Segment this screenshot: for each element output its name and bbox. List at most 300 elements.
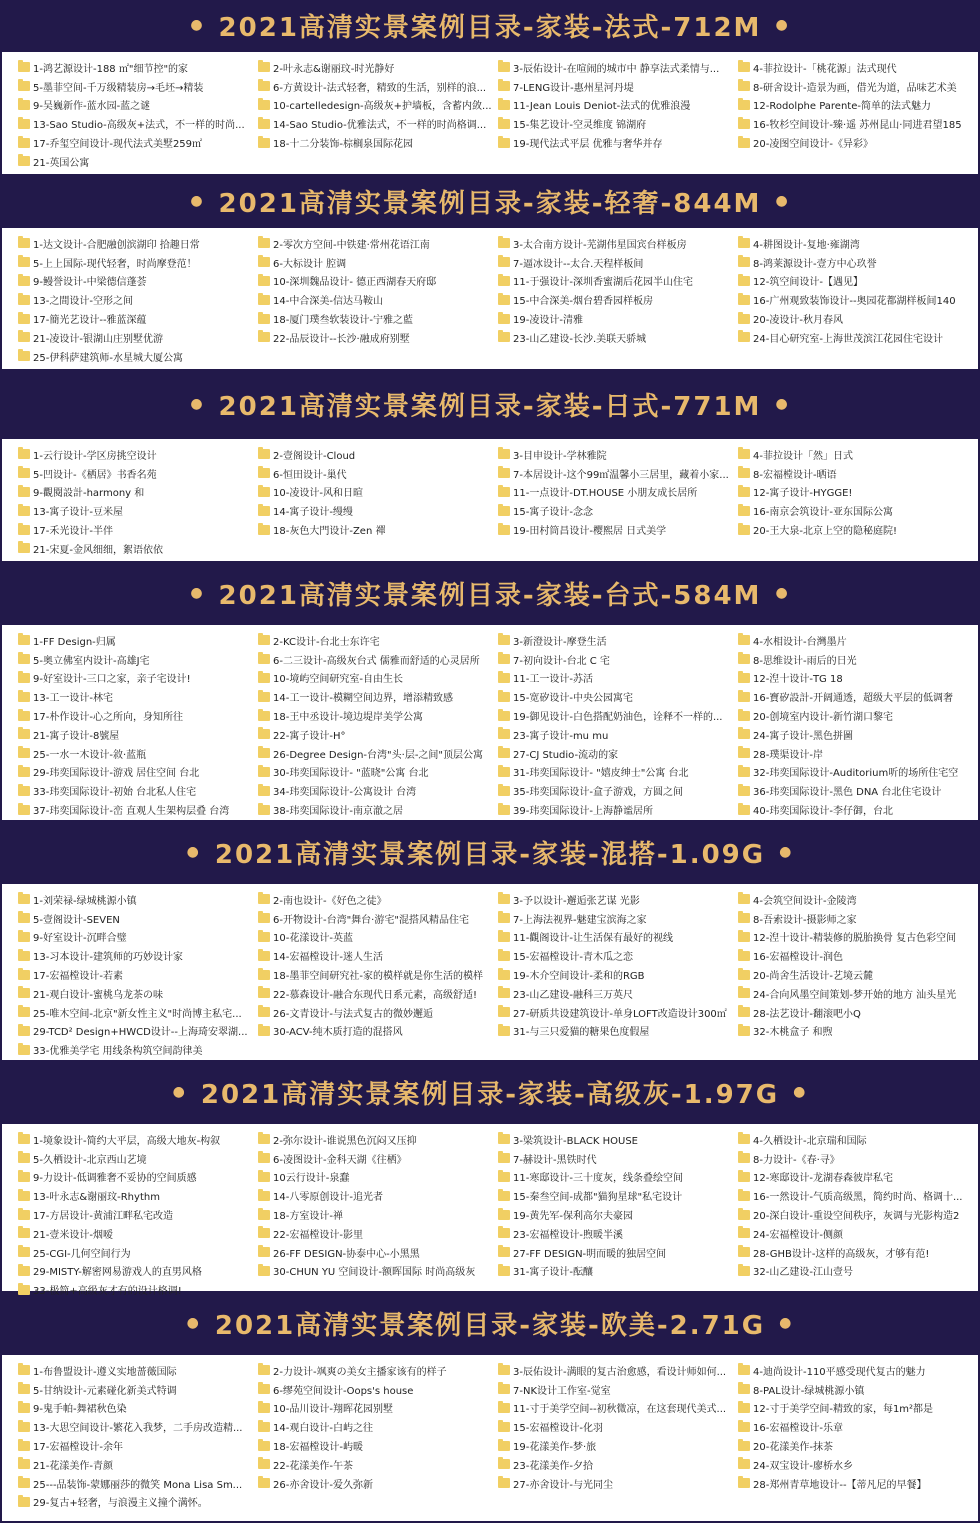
folder-icon: [18, 894, 30, 904]
folder-item[interactable]: [258, 965, 498, 984]
folder-item[interactable]: [498, 687, 738, 706]
folder-item[interactable]: [498, 464, 738, 483]
folder-item[interactable]: [18, 290, 258, 309]
folder-item-label: 23-宏福樘设计-煦暖半溪: [513, 1229, 623, 1241]
folder-item[interactable]: [258, 445, 498, 464]
folder-item[interactable]: [738, 946, 978, 965]
folder-item[interactable]: [258, 77, 498, 96]
folder-item[interactable]: [18, 1168, 258, 1187]
folder-item[interactable]: [258, 234, 498, 253]
folder-item[interactable]: [18, 1474, 258, 1493]
folder-item[interactable]: [738, 928, 978, 947]
folder-item[interactable]: [738, 1262, 978, 1281]
folder-item[interactable]: [738, 763, 978, 782]
folder-item[interactable]: [18, 1380, 258, 1399]
folder-item[interactable]: [18, 328, 258, 347]
folder-item-label: 15-中合深美-烟台碧香园样板房: [513, 296, 653, 308]
folder-item[interactable]: [18, 1280, 258, 1299]
folder-item[interactable]: [18, 965, 258, 984]
folder-icon: [18, 1285, 30, 1295]
folder-item[interactable]: [18, 781, 258, 800]
folder-icon: [738, 1384, 750, 1394]
folder-item[interactable]: [258, 1243, 498, 1262]
folder-item-label: 18-宏福樘设计-屿暖: [273, 1442, 363, 1454]
folder-item[interactable]: [18, 133, 258, 152]
folder-icon: [18, 468, 30, 478]
folder-item[interactable]: [498, 650, 738, 669]
folder-item[interactable]: [498, 928, 738, 947]
folder-item[interactable]: [498, 328, 738, 347]
folder-item[interactable]: [738, 631, 978, 650]
folder-item[interactable]: [18, 1361, 258, 1380]
folder-item[interactable]: [18, 1130, 258, 1149]
folder-item-label: 31-玮奕国际设计- "嬉皮绅士"公寓 台北: [513, 768, 689, 780]
folder-item[interactable]: [18, 114, 258, 133]
folder-item[interactable]: [498, 1380, 738, 1399]
folder-icon: [18, 805, 30, 815]
folder-item[interactable]: [738, 1243, 978, 1262]
folder-item-label: 13-Sao Studio-高级灰+法式，不一样的时尚...: [33, 120, 245, 132]
folder-item-label: 16-宏福樘设计-润色: [753, 952, 843, 964]
folder-item[interactable]: [18, 1149, 258, 1168]
folder-item[interactable]: [498, 706, 738, 725]
bullet-dot-icon: ●: [186, 844, 201, 860]
folder-icon: [498, 295, 510, 305]
folder-item[interactable]: [18, 631, 258, 650]
bullet-dot-icon: ●: [779, 1315, 794, 1331]
folder-item[interactable]: [18, 1417, 258, 1436]
folder-item-label: 22-慕森设计-融合东现代日系元素，高级舒适!: [273, 989, 477, 1001]
folder-item-label: 3-新澄设计-摩登生活: [513, 636, 607, 648]
folder-icon: [738, 786, 750, 796]
folder-item[interactable]: [738, 669, 978, 688]
folder-item[interactable]: [738, 501, 978, 520]
folder-item[interactable]: [498, 96, 738, 115]
folder-item[interactable]: [258, 631, 498, 650]
folder-item[interactable]: [738, 1022, 978, 1041]
folder-item[interactable]: [258, 946, 498, 965]
folder-item[interactable]: [18, 539, 258, 558]
folder-icon: [498, 932, 510, 942]
section-title-text: 2021高清实景案例目录-家装-欧美-2.71G: [214, 1310, 766, 1341]
folder-icon: [738, 1459, 750, 1469]
folder-item[interactable]: [258, 1417, 498, 1436]
folder-item[interactable]: [498, 1168, 738, 1187]
folder-item[interactable]: [18, 687, 258, 706]
folder-item[interactable]: [498, 253, 738, 272]
folder-item[interactable]: [18, 1003, 258, 1022]
folder-item[interactable]: [258, 1380, 498, 1399]
folder-item[interactable]: [18, 706, 258, 725]
folder-item-label: 2-KC设计-台北士东许宅: [273, 636, 380, 648]
folder-item[interactable]: [18, 234, 258, 253]
bullet-dot-icon: ●: [190, 17, 205, 33]
folder-icon: [738, 692, 750, 702]
folder-item[interactable]: [258, 706, 498, 725]
folder-item[interactable]: [738, 1003, 978, 1022]
folder-item[interactable]: [498, 1474, 738, 1493]
folder-item[interactable]: [738, 1186, 978, 1205]
folder-item[interactable]: [498, 965, 738, 984]
folder-item[interactable]: [498, 984, 738, 1003]
folder-icon: [258, 62, 270, 72]
folder-item[interactable]: [498, 781, 738, 800]
folder-item[interactable]: [738, 445, 978, 464]
folder-item[interactable]: [18, 1262, 258, 1281]
folder-item[interactable]: [498, 1149, 738, 1168]
folder-icon: [18, 635, 30, 645]
folder-item[interactable]: [18, 890, 258, 909]
folder-item[interactable]: [258, 687, 498, 706]
folder-item[interactable]: [258, 781, 498, 800]
folder-item[interactable]: [498, 1417, 738, 1436]
folder-item[interactable]: [258, 520, 498, 539]
folder-item-label: 25-CGI-几何空间行为: [33, 1248, 131, 1260]
folder-item-label: 19-木介空间设计-柔和的RGB: [513, 971, 645, 983]
bullet-dot-icon: ●: [779, 844, 794, 860]
folder-item[interactable]: [738, 1224, 978, 1243]
folder-item[interactable]: [18, 483, 258, 502]
folder-item[interactable]: [18, 272, 258, 291]
folder-item[interactable]: [258, 1168, 498, 1187]
folder-item[interactable]: [738, 96, 978, 115]
folder-icon: [738, 673, 750, 683]
folder-item-label: 20-花漾美作-抹茶: [753, 1442, 833, 1454]
folder-icon: [498, 525, 510, 535]
folder-item[interactable]: [258, 464, 498, 483]
folder-item[interactable]: [498, 725, 738, 744]
folder-item[interactable]: [18, 1455, 258, 1474]
folder-item[interactable]: [18, 1022, 258, 1041]
folder-item[interactable]: [258, 1130, 498, 1149]
folder-icon: [498, 1459, 510, 1469]
folder-item[interactable]: [258, 744, 498, 763]
folder-item-label: 14-宏福樘设计-迷人生活: [273, 952, 383, 964]
folder-item[interactable]: [498, 1003, 738, 1022]
folder-item[interactable]: [18, 1186, 258, 1205]
folder-item[interactable]: [498, 1243, 738, 1262]
folder-item-label: 4-菲拉设计-「桃花源」法式现代: [753, 63, 897, 75]
folder-icon: [18, 951, 30, 961]
folder-item[interactable]: [258, 928, 498, 947]
folder-item[interactable]: [258, 1436, 498, 1455]
folder-item[interactable]: [738, 464, 978, 483]
folder-item[interactable]: [738, 1168, 978, 1187]
folder-item-label: 36-玮奕国际设计-黑色 DNA 台北住宅设计: [753, 787, 942, 799]
folder-item[interactable]: [258, 58, 498, 77]
folder-icon: [18, 748, 30, 758]
folder-item-label: 10-cartelledesign-高级灰+护墙板，含蓄内敛...: [273, 101, 492, 113]
folder-item[interactable]: [738, 234, 978, 253]
folder-item[interactable]: [258, 501, 498, 520]
folder-item[interactable]: [258, 984, 498, 1003]
folder-icon: [498, 449, 510, 459]
folder-item[interactable]: [738, 133, 978, 152]
folder-item[interactable]: [258, 253, 498, 272]
folder-item[interactable]: [18, 650, 258, 669]
folder-item[interactable]: [18, 520, 258, 539]
folder-item[interactable]: [18, 763, 258, 782]
folder-item[interactable]: [18, 1436, 258, 1455]
folder-item[interactable]: [258, 309, 498, 328]
folder-item[interactable]: [18, 253, 258, 272]
folder-item[interactable]: [498, 1436, 738, 1455]
folder-item[interactable]: [738, 1205, 978, 1224]
folder-item[interactable]: [498, 58, 738, 77]
folder-item[interactable]: [498, 890, 738, 909]
folder-item[interactable]: [738, 706, 978, 725]
folder-icon: [498, 506, 510, 516]
folder-item[interactable]: [738, 1399, 978, 1418]
folder-item-label: 13-寓子设计-豆米屋: [33, 507, 123, 519]
folder-list-panel: [0, 1353, 980, 1523]
folder-item[interactable]: [18, 669, 258, 688]
folder-item[interactable]: [498, 501, 738, 520]
section-title: [0, 1293, 980, 1353]
folder-item[interactable]: [258, 725, 498, 744]
folder-icon: [738, 1266, 750, 1276]
folder-item[interactable]: [738, 781, 978, 800]
folder-item[interactable]: [738, 272, 978, 291]
folder-item[interactable]: [18, 928, 258, 947]
folder-item-label: 30-CHUN YU 空间设计-额晖国际 时尚高级灰: [273, 1267, 476, 1279]
folder-item[interactable]: [498, 483, 738, 502]
folder-item[interactable]: [258, 800, 498, 819]
folder-item[interactable]: [18, 96, 258, 115]
folder-item-label: 28-璞渠设计-岸: [753, 749, 823, 761]
folder-item-label: 16-寶矽設計-开阔通透，超级大平层的低调奢: [753, 693, 953, 705]
folder-icon: [18, 913, 30, 923]
folder-item[interactable]: [498, 1455, 738, 1474]
folder-item-label: 39-玮奕国际设计-上海静谧居所: [513, 806, 653, 818]
folder-item[interactable]: [738, 1417, 978, 1436]
folder-item-label: 3-梁筑设计-BLACK HOUSE: [513, 1135, 638, 1147]
folder-item[interactable]: [498, 1186, 738, 1205]
folder-item[interactable]: [498, 290, 738, 309]
folder-icon: [498, 1228, 510, 1238]
folder-icon: [18, 487, 30, 497]
folder-item-label: 22-寓子设计-H°: [273, 730, 346, 742]
folder-item-label: 15-集艺设计-空灵维度 锦湖府: [513, 120, 647, 132]
folder-item[interactable]: [18, 501, 258, 520]
folder-item[interactable]: [258, 909, 498, 928]
folder-item[interactable]: [498, 800, 738, 819]
folder-item[interactable]: [258, 1399, 498, 1418]
folder-item-label: 4-迪尚设计-110平感受现代复古的魅力: [753, 1366, 926, 1378]
folder-item[interactable]: [498, 669, 738, 688]
folder-item[interactable]: [738, 984, 978, 1003]
folder-icon: [18, 1384, 30, 1394]
folder-item[interactable]: [498, 77, 738, 96]
folder-item[interactable]: [738, 1130, 978, 1149]
folder-item[interactable]: [738, 687, 978, 706]
folder-item[interactable]: [258, 1022, 498, 1041]
folder-item[interactable]: [738, 483, 978, 502]
folder-item[interactable]: [738, 1436, 978, 1455]
folder-item[interactable]: [738, 909, 978, 928]
folder-icon: [18, 1045, 30, 1055]
folder-item-label: 16-牧杉空间设计-臻·遥 苏州昆山·同进君望185: [753, 120, 962, 132]
folder-item[interactable]: [498, 114, 738, 133]
section-title-text: 2021高清实景案例目录-家装-台式-584M: [218, 580, 762, 611]
folder-item-label: 14-Sao Studio-优雅法式，不一样的时尚格调...: [273, 120, 487, 132]
folder-item[interactable]: [18, 1493, 258, 1512]
folder-item[interactable]: [18, 77, 258, 96]
folder-item[interactable]: [18, 464, 258, 483]
section-title: [0, 0, 980, 50]
folder-item[interactable]: [738, 744, 978, 763]
folder-item[interactable]: [258, 1474, 498, 1493]
folder-item[interactable]: [18, 1399, 258, 1418]
folder-item[interactable]: [498, 520, 738, 539]
folder-icon: [738, 525, 750, 535]
folder-item[interactable]: [258, 133, 498, 152]
folder-item[interactable]: [258, 1003, 498, 1022]
folder-item[interactable]: [498, 1022, 738, 1041]
folder-item-label: 5-久栖设计-北京西山艺境: [33, 1154, 147, 1166]
folder-item[interactable]: [738, 1380, 978, 1399]
folder-item[interactable]: [258, 1262, 498, 1281]
folder-icon: [258, 673, 270, 683]
folder-item[interactable]: [258, 290, 498, 309]
folder-item[interactable]: [258, 114, 498, 133]
folder-item[interactable]: [498, 309, 738, 328]
folder-icon: [498, 81, 510, 91]
folder-item[interactable]: [258, 1455, 498, 1474]
folder-item[interactable]: [258, 1149, 498, 1168]
folder-icon: [738, 767, 750, 777]
folder-item[interactable]: [738, 290, 978, 309]
folder-item[interactable]: [498, 1361, 738, 1380]
folder-item-label: 11-工一设计-苏活: [513, 674, 593, 686]
folder-item[interactable]: [498, 744, 738, 763]
folder-item[interactable]: [18, 152, 258, 171]
folder-item-label: 6-方黄设计-法式轻奢，精致的生活，别样的浪...: [273, 82, 487, 94]
folder-item[interactable]: [738, 650, 978, 669]
folder-item-label: 29-复古+轻奢，与浪漫主义撞个满怀。: [33, 1498, 208, 1510]
folder-item[interactable]: [18, 744, 258, 763]
folder-item[interactable]: [18, 725, 258, 744]
folder-item[interactable]: [498, 1205, 738, 1224]
folder-icon: [18, 1403, 30, 1413]
folder-item[interactable]: [18, 445, 258, 464]
folder-icon: [258, 314, 270, 324]
folder-item[interactable]: [498, 909, 738, 928]
folder-item[interactable]: [258, 1205, 498, 1224]
folder-item[interactable]: [738, 1455, 978, 1474]
bullet-dot-icon: ●: [775, 17, 790, 33]
folder-item-label: 20-王大泉-北京上空的隐秘庭院!: [753, 526, 897, 538]
folder-item[interactable]: [18, 1040, 258, 1059]
folder-icon: [498, 1007, 510, 1017]
folder-item[interactable]: [258, 96, 498, 115]
folder-item-label: 15-宽矽设计-中央公园寓宅: [513, 693, 633, 705]
folder-item[interactable]: [258, 272, 498, 291]
folder-item-label: 4-会筑空间设计-金陵湾: [753, 895, 857, 907]
folder-item[interactable]: [18, 984, 258, 1003]
folder-item-label: 6-凌图设计-金科天湖《往栖》: [273, 1154, 407, 1166]
folder-icon: [18, 673, 30, 683]
folder-item[interactable]: [498, 445, 738, 464]
folder-item[interactable]: [738, 253, 978, 272]
folder-item-label: 7-LENG设计-惠州星河丹堤: [513, 82, 634, 94]
folder-item-label: 14-寓子设计-缦缦: [273, 507, 353, 519]
folder-item-label: 21-壹米设计-烟嗳: [33, 1229, 113, 1241]
folder-item-label: 17-宏福樘设计-若素: [33, 971, 123, 983]
folder-item[interactable]: [18, 1205, 258, 1224]
folder-icon: [738, 729, 750, 739]
folder-item[interactable]: [18, 347, 258, 366]
folder-item[interactable]: [498, 946, 738, 965]
folder-item-label: 10-凌设计-风和日暄: [273, 488, 363, 500]
folder-item[interactable]: [258, 890, 498, 909]
folder-item[interactable]: [738, 890, 978, 909]
folder-item[interactable]: [258, 669, 498, 688]
folder-item[interactable]: [738, 114, 978, 133]
folder-item[interactable]: [18, 58, 258, 77]
folder-item[interactable]: [498, 631, 738, 650]
bullet-dot-icon: ●: [775, 396, 790, 412]
folder-item[interactable]: [258, 1361, 498, 1380]
folder-icon: [258, 635, 270, 645]
folder-item[interactable]: [258, 483, 498, 502]
section-title-text: 2021高清实景案例目录-家装-混搭-1.09G: [214, 839, 766, 870]
folder-item[interactable]: [18, 1243, 258, 1262]
folder-item-label: 12-寒邸设计-龙湖春森彼岸私宅: [753, 1173, 893, 1185]
folder-icon: [258, 100, 270, 110]
folder-item[interactable]: [258, 1186, 498, 1205]
folder-item[interactable]: [738, 725, 978, 744]
folder-item[interactable]: [498, 1224, 738, 1243]
folder-icon: [498, 748, 510, 758]
folder-item[interactable]: [258, 650, 498, 669]
folder-item[interactable]: [258, 328, 498, 347]
folder-item[interactable]: [738, 77, 978, 96]
folder-item[interactable]: [738, 520, 978, 539]
folder-item[interactable]: [18, 1224, 258, 1243]
folder-icon: [498, 138, 510, 148]
folder-icon: [258, 970, 270, 980]
folder-item[interactable]: [498, 272, 738, 291]
folder-item[interactable]: [498, 234, 738, 253]
folder-item[interactable]: [738, 1361, 978, 1380]
folder-item[interactable]: [18, 309, 258, 328]
folder-item[interactable]: [18, 800, 258, 819]
folder-item[interactable]: [18, 946, 258, 965]
folder-item-label: 2-弥尔设计-谁说黑色沉闷又压抑: [273, 1135, 417, 1147]
folder-item[interactable]: [258, 763, 498, 782]
folder-item[interactable]: [18, 909, 258, 928]
folder-item-label: 1-刘荣禄-绿城桃源小镇: [33, 895, 137, 907]
folder-item[interactable]: [738, 965, 978, 984]
folder-item[interactable]: [498, 133, 738, 152]
folder-item[interactable]: [498, 1262, 738, 1281]
folder-item[interactable]: [738, 58, 978, 77]
folder-item[interactable]: [258, 1224, 498, 1243]
folder-icon: [258, 1422, 270, 1432]
folder-item[interactable]: [738, 1149, 978, 1168]
folder-item[interactable]: [498, 763, 738, 782]
folder-item-label: 8-思维设计-雨后的日光: [753, 655, 857, 667]
folder-item[interactable]: [738, 1474, 978, 1493]
folder-item[interactable]: [498, 1399, 738, 1418]
folder-item[interactable]: [498, 1130, 738, 1149]
folder-item-label: 13-叶永志&谢丽玟-Rhythm: [33, 1192, 160, 1204]
folder-item[interactable]: [738, 800, 978, 819]
folder-item[interactable]: [738, 309, 978, 328]
folder-item-label: 9-鬼手帕-舞裙秋色染: [33, 1404, 127, 1416]
folder-item[interactable]: [738, 328, 978, 347]
